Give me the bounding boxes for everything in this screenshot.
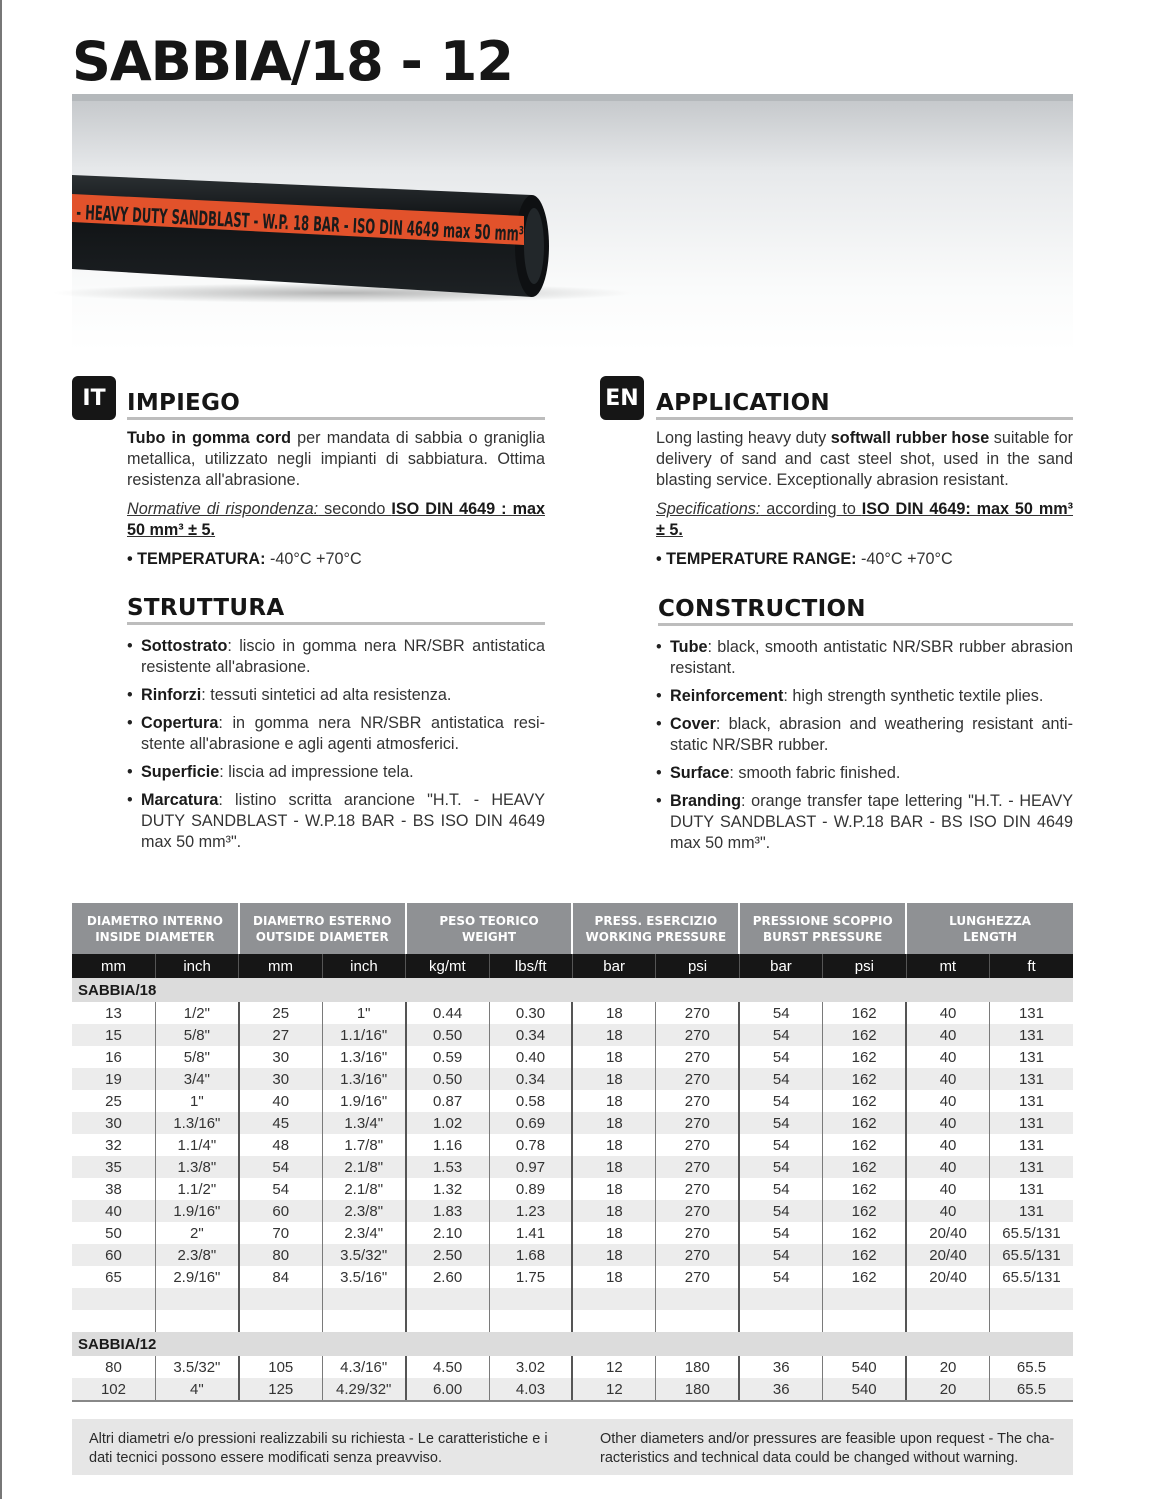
table-cell: 4.3/16" xyxy=(322,1356,405,1378)
table-cell: 1.02 xyxy=(406,1112,489,1134)
table-cell: 18 xyxy=(572,1178,655,1200)
unit-header: psi xyxy=(823,954,906,978)
table-cell: 2.3/8" xyxy=(155,1244,238,1266)
table-cell: 1.3/4" xyxy=(322,1112,405,1134)
table-cell: 270 xyxy=(656,1024,739,1046)
table-cell: 20 xyxy=(906,1378,989,1401)
table-cell: 162 xyxy=(823,1068,906,1090)
table-group-label: SABBIA/18 xyxy=(72,978,1073,1002)
table-cell: 1.32 xyxy=(406,1178,489,1200)
table-cell xyxy=(406,1288,489,1310)
table-cell: 2.1/8" xyxy=(322,1156,405,1178)
table-row xyxy=(72,1266,1073,1288)
table-cell xyxy=(656,1310,739,1332)
table-cell: 0.87 xyxy=(406,1090,489,1112)
footer-note xyxy=(72,1419,1073,1475)
table-cell: 40 xyxy=(906,1156,989,1178)
construction-item: • Surface: smooth fabric finished. xyxy=(656,763,1073,784)
table-cell: 65.5/131 xyxy=(989,1222,1073,1244)
table-cell: 4" xyxy=(155,1378,238,1401)
table-cell: 54 xyxy=(739,1200,822,1222)
footer-note-en: Other diameters and/or pressures are feasible upon request - The cha-racteristics and technical data could be changed without warning. xyxy=(600,1431,1055,1466)
table-cell: 18 xyxy=(572,1266,655,1288)
table-cell: 2.1/8" xyxy=(322,1178,405,1200)
table-cell: 0.58 xyxy=(489,1090,572,1112)
table-cell: 125 xyxy=(239,1378,322,1401)
table-cell: 65.5/131 xyxy=(989,1266,1073,1288)
table-cell: 48 xyxy=(239,1134,322,1156)
table-cell: 0.69 xyxy=(489,1112,572,1134)
table-group-header-row xyxy=(72,903,1073,954)
table-cell: 1.23 xyxy=(489,1200,572,1222)
table-cell: 54 xyxy=(239,1156,322,1178)
table-cell: 18 xyxy=(572,1024,655,1046)
table-row xyxy=(72,1090,1073,1112)
table-cell: 18 xyxy=(572,1134,655,1156)
table-cell: 40 xyxy=(72,1200,155,1222)
table-cell: 1.41 xyxy=(489,1222,572,1244)
table-cell: 60 xyxy=(239,1200,322,1222)
table-cell: 12 xyxy=(572,1378,655,1401)
table-cell: 0.89 xyxy=(489,1178,572,1200)
table-cell: 162 xyxy=(823,1156,906,1178)
table-cell: 54 xyxy=(739,1046,822,1068)
specifications-table xyxy=(72,903,1073,1402)
table-cell: 54 xyxy=(739,1002,822,1024)
table-cell: 2" xyxy=(155,1222,238,1244)
table-group-row xyxy=(72,1332,1073,1356)
table-cell: 54 xyxy=(739,1244,822,1266)
table-cell: 30 xyxy=(72,1112,155,1134)
table-row xyxy=(72,1200,1073,1222)
table-cell: 131 xyxy=(989,1178,1073,1200)
table-cell: 2.50 xyxy=(406,1244,489,1266)
table-cell: 131 xyxy=(989,1200,1073,1222)
construction-item: • Reinforcement: high strength synthetic textile plies. xyxy=(656,686,1073,707)
table-cell: 270 xyxy=(656,1156,739,1178)
table-cell: 1.16 xyxy=(406,1134,489,1156)
table-cell xyxy=(989,1288,1073,1310)
table-cell: 0.34 xyxy=(489,1024,572,1046)
table-cell: 131 xyxy=(989,1090,1073,1112)
table-cell: 1" xyxy=(322,1002,405,1024)
table-cell xyxy=(823,1288,906,1310)
table-cell xyxy=(489,1310,572,1332)
unit-header: ft xyxy=(989,954,1073,978)
table-cell: 131 xyxy=(989,1046,1073,1068)
table-cell: 60 xyxy=(72,1244,155,1266)
table-cell: 40 xyxy=(906,1200,989,1222)
hose-print-text: - HEAVY DUTY SANDBLAST - W.P. 18 BAR - ISO DIN 4649 max 50 mm³ xyxy=(75,200,772,258)
table-cell: 12 xyxy=(572,1356,655,1378)
table-cell: 40 xyxy=(906,1024,989,1046)
table-cell: 162 xyxy=(823,1134,906,1156)
table-cell: 131 xyxy=(989,1002,1073,1024)
normative-line: Normative di rispondenza: secondo ISO DIN 4649 : max 50 mm³ ± 5. xyxy=(127,500,545,539)
table-cell: 35 xyxy=(72,1156,155,1178)
table-cell: 1.75 xyxy=(489,1266,572,1288)
struttura-item: • Rinforzi: tessuti sintetici ad alta resistenza. xyxy=(127,685,545,706)
table-cell: 1.1/2" xyxy=(155,1178,238,1200)
table-row-empty xyxy=(72,1310,1073,1332)
page-left-rule xyxy=(0,0,2,1499)
table-cell xyxy=(322,1310,405,1332)
table-cell: 270 xyxy=(656,1090,739,1112)
table-cell: 20/40 xyxy=(906,1244,989,1266)
table-cell: 18 xyxy=(572,1200,655,1222)
unit-header: lbs/ft xyxy=(489,954,572,978)
table-row xyxy=(72,1068,1073,1090)
table-cell: 20/40 xyxy=(906,1222,989,1244)
table-cell xyxy=(739,1288,822,1310)
table-cell: 540 xyxy=(823,1378,906,1401)
table-cell: 54 xyxy=(739,1134,822,1156)
table-cell: 18 xyxy=(572,1068,655,1090)
temperature-range-line: • TEMPERATURE RANGE: -40°C +70°C xyxy=(656,550,953,568)
table-cell: 2.3/8" xyxy=(322,1200,405,1222)
table-cell: 30 xyxy=(239,1068,322,1090)
table-cell: 54 xyxy=(739,1178,822,1200)
table-cell: 270 xyxy=(656,1222,739,1244)
table-cell: 18 xyxy=(572,1046,655,1068)
table-cell xyxy=(572,1288,655,1310)
table-cell: 40 xyxy=(906,1002,989,1024)
table-cell: 45 xyxy=(239,1112,322,1134)
table-cell: 270 xyxy=(656,1178,739,1200)
table-cell xyxy=(155,1310,238,1332)
table-cell: 65.5/131 xyxy=(989,1244,1073,1266)
temperatura-line: • TEMPERATURA: -40°C +70°C xyxy=(127,550,362,568)
table-row xyxy=(72,1156,1073,1178)
table-cell: 270 xyxy=(656,1002,739,1024)
table-cell: 162 xyxy=(823,1222,906,1244)
table-row xyxy=(72,1356,1073,1378)
table-row xyxy=(72,1378,1073,1401)
footer-note-it: Altri diametri e/o pressioni realizzabili su richiesta - Le caratteristiche e i dati tecnici possono essere modificati senza preavviso. xyxy=(89,1431,548,1466)
table-body xyxy=(72,978,1073,1401)
construction-list xyxy=(656,637,1073,861)
table-row-empty xyxy=(72,1288,1073,1310)
table-cell xyxy=(72,1310,155,1332)
table-cell: 4.03 xyxy=(489,1378,572,1401)
table-cell: 1.3/16" xyxy=(322,1046,405,1068)
table-cell: 1.83 xyxy=(406,1200,489,1222)
table-row xyxy=(72,1222,1073,1244)
struttura-heading: STRUTTURA xyxy=(127,595,545,625)
table-cell: 0.40 xyxy=(489,1046,572,1068)
table-cell: 36 xyxy=(739,1356,822,1378)
table-cell: 270 xyxy=(656,1200,739,1222)
table-cell: 36 xyxy=(739,1378,822,1401)
construction-heading: CONSTRUCTION xyxy=(658,596,1073,626)
table-row xyxy=(72,1024,1073,1046)
table-cell xyxy=(823,1310,906,1332)
page-title: SABBIA/18 - 12 xyxy=(72,30,513,93)
struttura-list xyxy=(127,636,545,860)
table-cell: 27 xyxy=(239,1024,322,1046)
table-cell: 20/40 xyxy=(906,1266,989,1288)
table-cell: 32 xyxy=(72,1134,155,1156)
table-cell: 15 xyxy=(72,1024,155,1046)
table-group-label: SABBIA/12 xyxy=(72,1332,1073,1356)
unit-header: mt xyxy=(906,954,989,978)
table-group-row xyxy=(72,978,1073,1002)
table-cell xyxy=(739,1310,822,1332)
table-cell xyxy=(656,1288,739,1310)
table-cell: 65 xyxy=(72,1266,155,1288)
table-cell: 2.60 xyxy=(406,1266,489,1288)
impiego-bold: Tubo in gomma cord xyxy=(127,429,291,447)
table-row xyxy=(72,1244,1073,1266)
table-cell: 180 xyxy=(656,1378,739,1401)
table-cell: 2.10 xyxy=(406,1222,489,1244)
table-cell: 54 xyxy=(739,1090,822,1112)
table-cell: 131 xyxy=(989,1134,1073,1156)
table-cell: 3/4" xyxy=(155,1068,238,1090)
application-heading: APPLICATION xyxy=(656,390,1073,420)
table-cell xyxy=(72,1288,155,1310)
language-badge-en: EN xyxy=(600,376,644,420)
header-inside-diameter: DIAMETRO INTERNO INSIDE DIAMETER xyxy=(72,903,239,954)
table-cell: 131 xyxy=(989,1156,1073,1178)
table-cell: 18 xyxy=(572,1244,655,1266)
table-cell: 0.50 xyxy=(406,1068,489,1090)
table-row xyxy=(72,1112,1073,1134)
table-cell: 84 xyxy=(239,1266,322,1288)
table-cell: 162 xyxy=(823,1200,906,1222)
unit-header: kg/mt xyxy=(406,954,489,978)
table-cell: 18 xyxy=(572,1222,655,1244)
table-cell: 1.3/16" xyxy=(322,1068,405,1090)
header-burst-pressure: PRESSIONE SCOPPIO BURST PRESSURE xyxy=(739,903,906,954)
table-cell: 54 xyxy=(739,1068,822,1090)
struttura-item: • Copertura: in gomma nera NR/SBR antistatica resi-stente all'abrasione e agli agenti atmosferici. xyxy=(127,713,545,755)
table-cell: 162 xyxy=(823,1112,906,1134)
table-cell: 54 xyxy=(239,1178,322,1200)
table-cell: 131 xyxy=(989,1024,1073,1046)
unit-header: bar xyxy=(572,954,655,978)
table-cell: 40 xyxy=(906,1046,989,1068)
table-cell: 0.97 xyxy=(489,1156,572,1178)
table-cell xyxy=(406,1310,489,1332)
table-cell: 162 xyxy=(823,1266,906,1288)
header-outside-diameter: DIAMETRO ESTERNO OUTSIDE DIAMETER xyxy=(239,903,406,954)
table-cell: 1" xyxy=(155,1090,238,1112)
table-unit-header-row xyxy=(72,954,1073,978)
table-cell: 25 xyxy=(239,1002,322,1024)
table-cell: 0.34 xyxy=(489,1068,572,1090)
header-working-pressure: PRESS. ESERCIZIO WORKING PRESSURE xyxy=(572,903,739,954)
struttura-item: • Sottostrato: liscio in gomma nera NR/SBR antistatica resistente all'abrasione. xyxy=(127,636,545,678)
table-cell: 162 xyxy=(823,1002,906,1024)
application-description: Long lasting heavy duty softwall rubber hose suitable for delivery of sand and cast steel shot, used in the sand blasting service. Exceptionally abrasion resistant. xyxy=(656,429,1073,489)
table-row xyxy=(72,1046,1073,1068)
table-cell: 40 xyxy=(906,1112,989,1134)
table-cell: 162 xyxy=(823,1178,906,1200)
table-cell: 54 xyxy=(739,1222,822,1244)
table-cell: 13 xyxy=(72,1002,155,1024)
unit-header: mm xyxy=(72,954,155,978)
product-image-banner xyxy=(72,94,1073,351)
table-cell: 270 xyxy=(656,1112,739,1134)
table-cell: 70 xyxy=(239,1222,322,1244)
table-cell: 4.29/32" xyxy=(322,1378,405,1401)
table-cell: 162 xyxy=(823,1244,906,1266)
table-cell: 3.5/16" xyxy=(322,1266,405,1288)
table-cell: 18 xyxy=(572,1112,655,1134)
table-cell: 38 xyxy=(72,1178,155,1200)
table-cell: 54 xyxy=(739,1156,822,1178)
table-cell: 3.5/32" xyxy=(322,1244,405,1266)
header-weight: PESO TEORICO WEIGHT xyxy=(406,903,573,954)
table-cell: 270 xyxy=(656,1068,739,1090)
table-cell: 5/8" xyxy=(155,1024,238,1046)
table-cell xyxy=(572,1310,655,1332)
struttura-item: • Marcatura: listino scritta arancione "H.T. - HEAVY DUTY SANDBLAST - W.P.18 BAR - BS ISO DIN 4649 max 50 mm³". xyxy=(127,790,545,853)
table-cell: 6.00 xyxy=(406,1378,489,1401)
unit-header: inch xyxy=(322,954,405,978)
language-badge-it: IT xyxy=(72,376,116,420)
table-cell: 1.53 xyxy=(406,1156,489,1178)
table-cell xyxy=(989,1310,1073,1332)
table-cell xyxy=(906,1310,989,1332)
table-cell: 1.7/8" xyxy=(322,1134,405,1156)
table-cell: 18 xyxy=(572,1002,655,1024)
table-cell: 65.5 xyxy=(989,1356,1073,1378)
table-cell: 19 xyxy=(72,1068,155,1090)
unit-header: inch xyxy=(155,954,238,978)
table-cell: 1.9/16" xyxy=(155,1200,238,1222)
table-cell: 40 xyxy=(906,1134,989,1156)
table-cell: 4.50 xyxy=(406,1356,489,1378)
hose-image xyxy=(72,161,772,311)
table-cell: 18 xyxy=(572,1156,655,1178)
table-cell: 3.5/32" xyxy=(155,1356,238,1378)
table-cell: 0.30 xyxy=(489,1002,572,1024)
table-cell: 0.78 xyxy=(489,1134,572,1156)
table-cell: 0.59 xyxy=(406,1046,489,1068)
table-cell: 2.9/16" xyxy=(155,1266,238,1288)
table-cell xyxy=(239,1310,322,1332)
table-cell: 40 xyxy=(906,1068,989,1090)
table-cell: 40 xyxy=(906,1090,989,1112)
table-cell: 270 xyxy=(656,1266,739,1288)
unit-header: bar xyxy=(739,954,822,978)
table-cell: 102 xyxy=(72,1378,155,1401)
table-row xyxy=(72,1002,1073,1024)
table-cell: 3.02 xyxy=(489,1356,572,1378)
construction-item: • Branding: orange transfer tape lettering "H.T. - HEAVY DUTY SANDBLAST - W.P.18 BAR - BS ISO DIN 4649 max 50 mm³". xyxy=(656,791,1073,854)
impiego-heading: IMPIEGO xyxy=(127,390,545,420)
construction-item: • Tube: black, smooth antistatic NR/SBR rubber abrasion resistant. xyxy=(656,637,1073,679)
table-cell: 1.1/4" xyxy=(155,1134,238,1156)
table-cell: 105 xyxy=(239,1356,322,1378)
table-cell: 1.3/8" xyxy=(155,1156,238,1178)
table-cell: 131 xyxy=(989,1068,1073,1090)
table-cell: 162 xyxy=(823,1090,906,1112)
specifications-line: Specifications: according to ISO DIN 4649: max 50 mm³ ± 5. xyxy=(656,500,1074,539)
table-cell: 30 xyxy=(239,1046,322,1068)
table-cell: 40 xyxy=(906,1178,989,1200)
table-cell: 131 xyxy=(989,1112,1073,1134)
table-cell: 65.5 xyxy=(989,1378,1073,1401)
table-cell: 0.44 xyxy=(406,1002,489,1024)
unit-header: psi xyxy=(656,954,739,978)
table-cell: 270 xyxy=(656,1046,739,1068)
table-cell: 0.50 xyxy=(406,1024,489,1046)
table-cell: 540 xyxy=(823,1356,906,1378)
table-cell xyxy=(239,1288,322,1310)
table-cell: 54 xyxy=(739,1266,822,1288)
table-cell: 1/2" xyxy=(155,1002,238,1024)
table-cell: 50 xyxy=(72,1222,155,1244)
table-cell: 80 xyxy=(239,1244,322,1266)
table-cell xyxy=(906,1288,989,1310)
table-cell xyxy=(155,1288,238,1310)
table-cell: 2.3/4" xyxy=(322,1222,405,1244)
table-row xyxy=(72,1178,1073,1200)
table-cell: 16 xyxy=(72,1046,155,1068)
construction-item: • Cover: black, abrasion and weathering resistant anti-static NR/SBR rubber. xyxy=(656,714,1073,756)
table-cell: 54 xyxy=(739,1024,822,1046)
table-cell: 1.3/16" xyxy=(155,1112,238,1134)
struttura-item: • Superficie: liscia ad impressione tela. xyxy=(127,762,545,783)
table-cell: 54 xyxy=(739,1112,822,1134)
table-cell: 180 xyxy=(656,1356,739,1378)
table-row xyxy=(72,1134,1073,1156)
table-cell: 1.1/16" xyxy=(322,1024,405,1046)
table-cell: 162 xyxy=(823,1046,906,1068)
table-cell: 5/8" xyxy=(155,1046,238,1068)
table-cell: 20 xyxy=(906,1356,989,1378)
header-length: LUNGHEZZA LENGTH xyxy=(906,903,1073,954)
impiego-description: Tubo in gomma cord per mandata di sabbia o graniglia metallica, utilizzato negli impianti di sabbiatura. Ottima resistenza all'abrasione. xyxy=(127,429,546,489)
table-cell: 25 xyxy=(72,1090,155,1112)
table-cell: 80 xyxy=(72,1356,155,1378)
table-cell: 1.9/16" xyxy=(322,1090,405,1112)
unit-header: mm xyxy=(239,954,322,978)
table-cell: 40 xyxy=(239,1090,322,1112)
table-cell: 270 xyxy=(656,1134,739,1156)
table-cell: 18 xyxy=(572,1090,655,1112)
table-cell: 1.68 xyxy=(489,1244,572,1266)
table-cell xyxy=(322,1288,405,1310)
table-cell xyxy=(489,1288,572,1310)
table-cell: 162 xyxy=(823,1024,906,1046)
table-cell: 270 xyxy=(656,1244,739,1266)
